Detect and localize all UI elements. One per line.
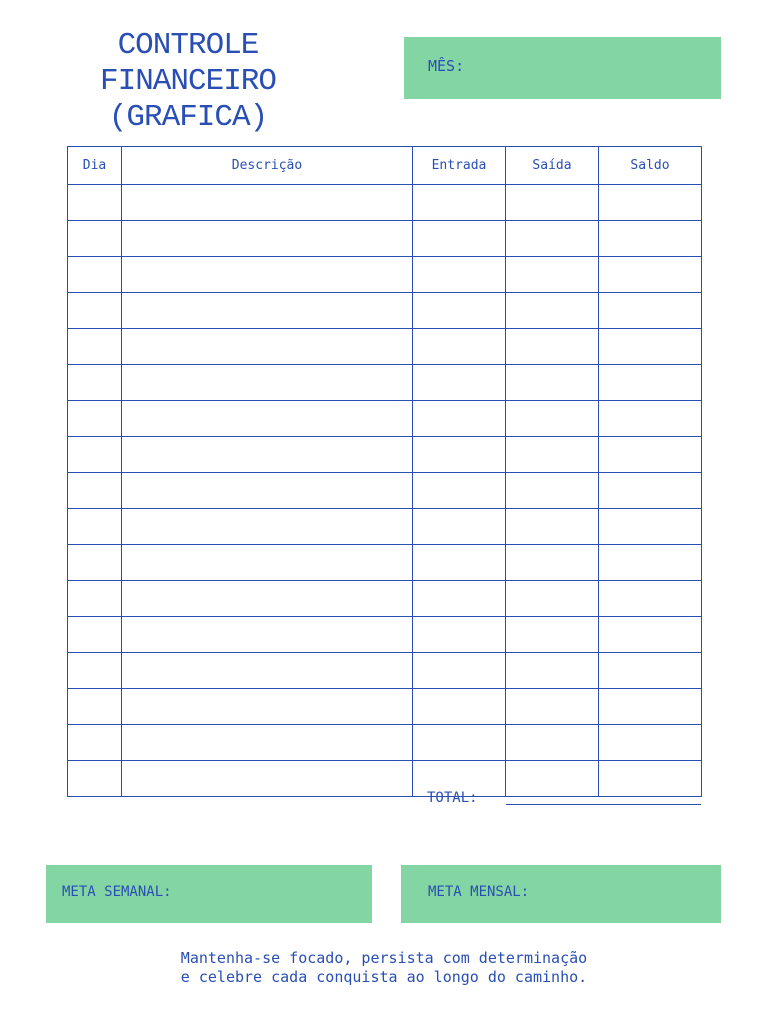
cell-saida[interactable] xyxy=(506,509,599,545)
table-row xyxy=(68,185,702,221)
weekly-goal-box[interactable] xyxy=(46,865,372,923)
cell-saida[interactable] xyxy=(506,293,599,329)
cell-saida[interactable] xyxy=(506,365,599,401)
cell-entrada[interactable] xyxy=(413,617,506,653)
cell-saida[interactable] xyxy=(506,185,599,221)
cell-entrada[interactable] xyxy=(413,401,506,437)
cell-saida[interactable] xyxy=(506,725,599,761)
table-row xyxy=(68,545,702,581)
cell-dia[interactable] xyxy=(68,545,122,581)
column-header-entrada: Entrada xyxy=(413,147,506,185)
cell-saida[interactable] xyxy=(506,437,599,473)
table-row xyxy=(68,437,702,473)
cell-descricao[interactable] xyxy=(122,401,413,437)
quote-line-2: e celebre cada conquista ao longo do caminho. xyxy=(180,968,588,986)
cell-saida[interactable] xyxy=(506,689,599,725)
cell-descricao[interactable] xyxy=(122,689,413,725)
motivational-quote xyxy=(0,949,768,987)
cell-descricao[interactable] xyxy=(122,509,413,545)
cell-entrada[interactable] xyxy=(413,653,506,689)
cell-dia[interactable] xyxy=(68,761,122,797)
table-row xyxy=(68,329,702,365)
column-header-saida: Saída xyxy=(506,147,599,185)
cell-saldo[interactable] xyxy=(599,293,702,329)
cell-saida[interactable] xyxy=(506,221,599,257)
page-title xyxy=(40,28,336,136)
cell-saldo[interactable] xyxy=(599,509,702,545)
ledger-table xyxy=(67,146,702,797)
cell-dia[interactable] xyxy=(68,581,122,617)
table-row xyxy=(68,617,702,653)
quote-line-1: Mantenha-se focado, persista com determinação xyxy=(180,949,588,967)
cell-descricao[interactable] xyxy=(122,725,413,761)
cell-saldo[interactable] xyxy=(599,617,702,653)
title-line-3: (GRAFICA) xyxy=(108,100,268,135)
cell-entrada[interactable] xyxy=(413,509,506,545)
cell-saida[interactable] xyxy=(506,653,599,689)
cell-saldo[interactable] xyxy=(599,581,702,617)
table-row xyxy=(68,365,702,401)
cell-saldo[interactable] xyxy=(599,221,702,257)
cell-dia[interactable] xyxy=(68,221,122,257)
cell-dia[interactable] xyxy=(68,437,122,473)
cell-entrada[interactable] xyxy=(413,365,506,401)
cell-saldo[interactable] xyxy=(599,185,702,221)
cell-saida[interactable] xyxy=(506,617,599,653)
table-row xyxy=(68,761,702,797)
cell-entrada[interactable] xyxy=(413,437,506,473)
cell-entrada[interactable] xyxy=(413,725,506,761)
cell-descricao[interactable] xyxy=(122,437,413,473)
table-row xyxy=(68,653,702,689)
cell-dia[interactable] xyxy=(68,689,122,725)
month-field-box[interactable] xyxy=(404,37,721,99)
cell-dia[interactable] xyxy=(68,617,122,653)
total-label: TOTAL: xyxy=(427,790,478,806)
column-header-saldo: Saldo xyxy=(599,147,702,185)
cell-saida[interactable] xyxy=(506,581,599,617)
cell-saida[interactable] xyxy=(506,473,599,509)
cell-descricao[interactable] xyxy=(122,653,413,689)
cell-saldo[interactable] xyxy=(599,365,702,401)
table-row xyxy=(68,401,702,437)
cell-entrada[interactable] xyxy=(413,221,506,257)
cell-saldo[interactable] xyxy=(599,401,702,437)
cell-saida[interactable] xyxy=(506,257,599,293)
cell-saida[interactable] xyxy=(506,761,599,797)
cell-saida[interactable] xyxy=(506,545,599,581)
ledger-body xyxy=(68,185,702,797)
cell-entrada[interactable] xyxy=(413,473,506,509)
column-header-descricao: Descrição xyxy=(122,147,413,185)
cell-saldo[interactable] xyxy=(599,725,702,761)
title-line-2: FINANCEIRO xyxy=(99,64,277,99)
month-label: MÊS: xyxy=(428,57,465,75)
cell-descricao[interactable] xyxy=(122,617,413,653)
cell-dia[interactable] xyxy=(68,185,122,221)
title-line-1: CONTROLE xyxy=(117,28,259,63)
cell-saldo[interactable] xyxy=(599,545,702,581)
table-header-row xyxy=(68,147,702,185)
cell-descricao[interactable] xyxy=(122,185,413,221)
cell-dia[interactable] xyxy=(68,725,122,761)
cell-dia[interactable] xyxy=(68,473,122,509)
cell-descricao[interactable] xyxy=(122,365,413,401)
monthly-goal-box[interactable] xyxy=(401,865,721,923)
table-row xyxy=(68,221,702,257)
cell-dia[interactable] xyxy=(68,329,122,365)
cell-entrada[interactable] xyxy=(413,185,506,221)
column-header-dia: Dia xyxy=(68,147,122,185)
cell-saldo[interactable] xyxy=(599,653,702,689)
cell-dia[interactable] xyxy=(68,293,122,329)
table-row xyxy=(68,581,702,617)
table-row xyxy=(68,725,702,761)
cell-descricao[interactable] xyxy=(122,545,413,581)
cell-dia[interactable] xyxy=(68,509,122,545)
table-row xyxy=(68,509,702,545)
cell-entrada[interactable] xyxy=(413,581,506,617)
cell-entrada[interactable] xyxy=(413,545,506,581)
cell-saldo[interactable] xyxy=(599,473,702,509)
total-input-line[interactable] xyxy=(506,804,701,805)
cell-entrada[interactable] xyxy=(413,689,506,725)
cell-dia[interactable] xyxy=(68,401,122,437)
table-row xyxy=(68,293,702,329)
cell-saida[interactable] xyxy=(506,401,599,437)
cell-descricao[interactable] xyxy=(122,257,413,293)
cell-descricao[interactable] xyxy=(122,761,413,797)
cell-saldo[interactable] xyxy=(599,329,702,365)
table-row xyxy=(68,257,702,293)
weekly-goal-label: META SEMANAL: xyxy=(62,884,172,900)
table-row xyxy=(68,473,702,509)
cell-entrada[interactable] xyxy=(413,329,506,365)
cell-entrada[interactable] xyxy=(413,293,506,329)
cell-descricao[interactable] xyxy=(122,293,413,329)
cell-saida[interactable] xyxy=(506,329,599,365)
cell-descricao[interactable] xyxy=(122,473,413,509)
cell-dia[interactable] xyxy=(68,257,122,293)
monthly-goal-label: META MENSAL: xyxy=(428,884,530,900)
cell-descricao[interactable] xyxy=(122,581,413,617)
cell-entrada[interactable] xyxy=(413,257,506,293)
cell-descricao[interactable] xyxy=(122,329,413,365)
cell-saldo[interactable] xyxy=(599,437,702,473)
cell-dia[interactable] xyxy=(68,653,122,689)
cell-saldo[interactable] xyxy=(599,689,702,725)
table-row xyxy=(68,689,702,725)
cell-saldo[interactable] xyxy=(599,761,702,797)
cell-dia[interactable] xyxy=(68,365,122,401)
cell-descricao[interactable] xyxy=(122,221,413,257)
cell-saldo[interactable] xyxy=(599,257,702,293)
